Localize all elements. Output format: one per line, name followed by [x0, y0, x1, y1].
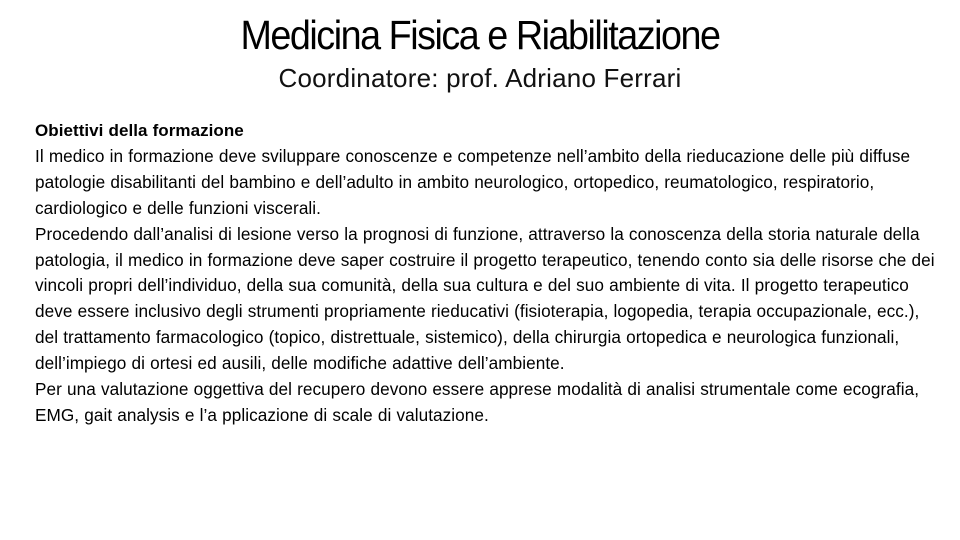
- section-heading: Obiettivi della formazione: [35, 121, 244, 140]
- paragraph: Per una valutazione oggettiva del recupero devono essere apprese modalità di analisi strumentale come ecografia, EMG, gait analysis e l’a pplicazione di scale di valutazione.: [35, 379, 920, 425]
- slide-body: [35, 118, 935, 429]
- slide-title: Medicina Fisica e Riabilitazione: [240, 12, 720, 58]
- paragraph: Procedendo dall’analisi di lesione verso la prognosi di funzione, attraverso la conoscenza della storia naturale della patologia, il medico in formazione deve saper costruire il progetto terapeutico, tenendo conto sia delle risorse che dei vincoli propri dell’individuo, della sua comunità, della sua cultura e del suo ambiente di vita. Il progetto terapeutico deve essere inclusivo degli strumenti propriamente rieducativi (fisioterapia, logopedia, terapia occupazionale, ecc.), del trattamento farmacologico (topico, distrettuale, sistemico), della chirurgia ortopedica e neurologica funzionali, dell’impiego di ortesi ed ausili, delle modifiche adattive dell’ambiente.: [35, 223, 935, 374]
- slide-subtitle: Coordinatore: prof. Adriano Ferrari: [278, 63, 682, 93]
- paragraph: Il medico in formazione deve sviluppare conoscenze e competenze nell’ambito della rieducazione delle più diffuse patologie disabilitanti del bambino e dell’adulto in ambito neurologico, ortopedico, reumatologico, respiratorio, cardiologico e delle funzioni viscerali.: [35, 145, 911, 218]
